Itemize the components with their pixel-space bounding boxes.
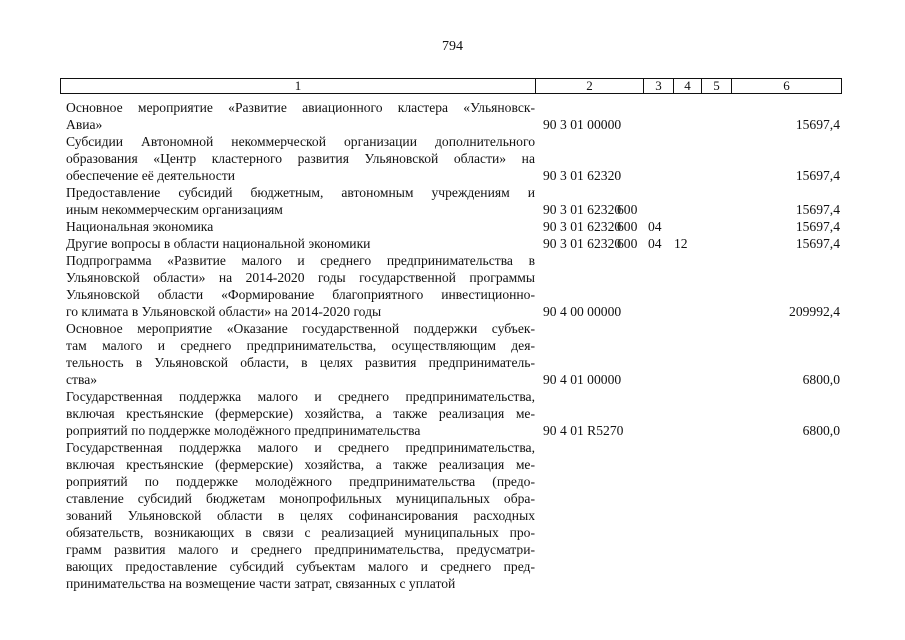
column-header-2: 2 — [536, 79, 644, 94]
description-line: тельность в Ульяновской области, в целях развития предприниматель- — [66, 355, 535, 370]
description-line: зований Ульяновской области в целях софинансирования расходных — [66, 508, 535, 523]
row-description — [66, 99, 535, 133]
table-row — [0, 439, 905, 592]
row-description — [66, 184, 535, 218]
amount-value: 15697,4 — [795, 202, 840, 217]
description-line: образования «Центр кластерного развития Ульяновской области» на — [66, 151, 535, 166]
description-line: обеспечение её деятельности — [66, 168, 236, 183]
description-line: роприятий по поддержке молодёжного предпринимательства — [66, 423, 421, 438]
expense-type-code: 600 — [617, 219, 638, 234]
column-header-1: 1 — [61, 79, 536, 94]
column-header-4: 4 — [674, 79, 702, 94]
description-line: включая крестьянские (фермерские) хозяйства, а также реализация ме- — [66, 406, 535, 421]
description-line: Субсидии Автономной некоммерческой организации дополнительного — [66, 134, 535, 149]
amount-value: 15697,4 — [795, 168, 840, 183]
section-code: 04 — [648, 219, 662, 234]
row-description — [66, 252, 535, 320]
row-description — [66, 388, 535, 439]
table-row — [0, 133, 905, 184]
description-line: Авиа» — [66, 117, 103, 132]
table-row — [0, 99, 905, 133]
amount-value: 15697,4 — [795, 236, 840, 251]
row-description — [66, 439, 535, 592]
page-number: 794 — [442, 39, 463, 54]
table-row — [0, 320, 905, 388]
description-line: обязательств, возникающих в связи с реализацией муниципальных про- — [66, 525, 535, 540]
target-article-code: 90 4 01 00000 — [543, 372, 622, 387]
expense-type-code: 600 — [617, 202, 638, 217]
description-line: Ульяновской области» на 2014-2020 годы государственной программы — [66, 270, 535, 285]
amount-value: 6800,0 — [802, 423, 840, 438]
target-article-code: 90 3 01 00000 — [543, 117, 622, 132]
description-line: Предоставление субсидий бюджетным, автономным учреждениям и — [66, 185, 535, 200]
row-description — [66, 218, 535, 235]
row-description — [66, 133, 535, 184]
amount-value: 6800,0 — [802, 372, 840, 387]
target-article-code: 90 3 01 62320 — [543, 202, 622, 217]
column-header-5: 5 — [702, 79, 732, 94]
table-row — [0, 218, 905, 235]
column-header-table — [60, 78, 842, 94]
table-row — [0, 252, 905, 320]
amount-value: 15697,4 — [795, 219, 840, 234]
description-line: ставление субсидий бюджетам монопрофильных муниципальных обра- — [66, 491, 535, 506]
amount-value: 15697,4 — [795, 117, 840, 132]
amount-value: 209992,4 — [789, 304, 840, 319]
description-line: Другие вопросы в области национальной экономики — [66, 236, 371, 251]
description-line: включая крестьянские (фермерские) хозяйства, а также реализация ме- — [66, 457, 535, 472]
description-line: Государственная поддержка малого и среднего предпринимательства, — [66, 440, 535, 455]
description-line: го климата в Ульяновской области» на 2014-2020 годы — [66, 304, 382, 319]
description-line: роприятий по поддержке молодёжного предпринимательства (предо- — [66, 474, 535, 489]
row-description — [66, 320, 535, 388]
description-line: Подпрограмма «Развитие малого и среднего предпринимательства в — [66, 253, 535, 268]
description-line: иным некоммерческим организациям — [66, 202, 283, 217]
budget-table-body — [0, 99, 905, 592]
row-description — [66, 235, 535, 252]
description-line: Национальная экономика — [66, 219, 214, 234]
description-line: Основное мероприятие «Оказание государственной поддержки субъек- — [66, 321, 535, 336]
column-header-row — [61, 79, 842, 94]
target-article-code: 90 3 01 62320 — [543, 219, 622, 234]
section-code: 04 — [648, 236, 662, 251]
table-row — [0, 235, 905, 252]
column-header-6: 6 — [732, 79, 842, 94]
description-line: Ульяновской области «Формирование благоприятного инвестиционно- — [66, 287, 535, 302]
description-line: там малого и среднего предпринимательства, осуществляющим дея- — [66, 338, 535, 353]
description-line: ства» — [66, 372, 98, 387]
table-row — [0, 184, 905, 218]
target-article-code: 90 3 01 62320 — [543, 236, 622, 251]
target-article-code: 90 4 00 00000 — [543, 304, 622, 319]
description-line: Государственная поддержка малого и среднего предпринимательства, — [66, 389, 535, 404]
column-header-3: 3 — [644, 79, 674, 94]
expense-type-code: 600 — [617, 236, 638, 251]
description-line: Основное мероприятие «Развитие авиационного кластера «Ульяновск- — [66, 100, 535, 115]
description-line: вающих предоставление субсидий субъектам малого и среднего пред- — [66, 559, 535, 574]
target-article-code: 90 4 01 R5270 — [543, 423, 624, 438]
table-row — [0, 388, 905, 439]
subsection-code: 12 — [674, 236, 688, 251]
description-line: принимательства на возмещение части затрат, связанных с уплатой — [66, 576, 456, 591]
target-article-code: 90 3 01 62320 — [543, 168, 622, 183]
description-line: грамм развития малого и среднего предпринимательства, предусматри- — [66, 542, 535, 557]
